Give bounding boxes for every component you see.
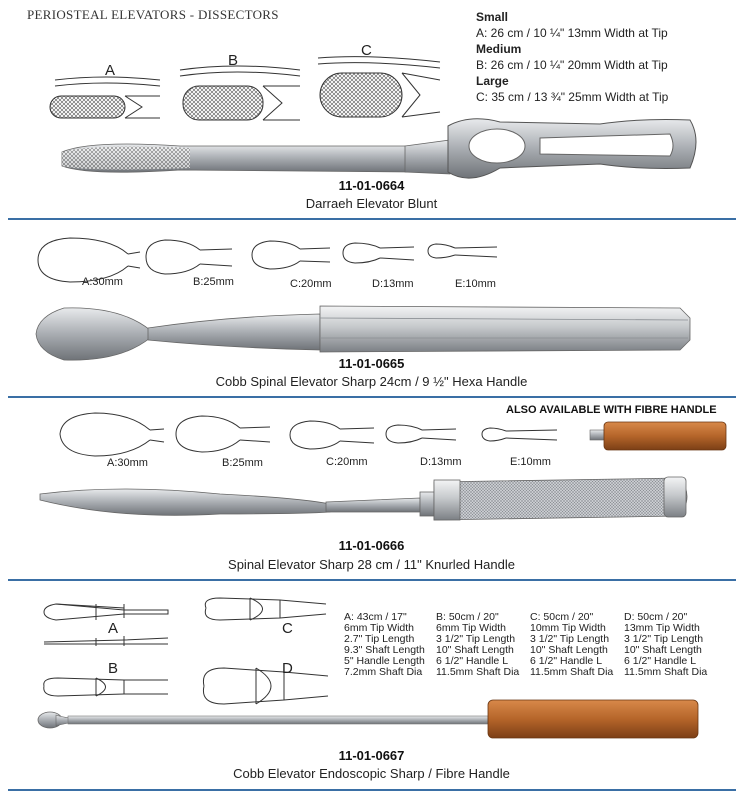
tip-size-label: B:25mm xyxy=(222,457,263,469)
variant-spec-line: 6 1/2" Handle L xyxy=(436,655,509,667)
product-name: Cobb Elevator Endoscopic Sharp / Fibre Handle xyxy=(233,766,510,781)
variant-spec-line: 10mm Tip Width xyxy=(530,622,606,634)
tip-size-label: D:13mm xyxy=(372,278,414,290)
product-code: 11-01-0664 xyxy=(338,178,405,193)
tip-size-label: E:10mm xyxy=(510,456,551,468)
tip-size-label: E:10mm xyxy=(455,278,496,290)
variant-spec-line: 3 1/2" Tip Length xyxy=(436,633,516,645)
product-code: 11-01-0665 xyxy=(338,356,405,371)
variant-spec-line: 6 1/2" Handle L xyxy=(530,655,603,667)
tip-letter: B xyxy=(228,52,239,69)
tip-letter: C xyxy=(282,620,293,637)
tip-letter: A xyxy=(108,620,119,637)
variant-spec-line: A: 43cm / 17" xyxy=(344,611,407,623)
variant-spec-line: 6mm Tip Width xyxy=(436,622,507,634)
product-code: 11-01-0666 xyxy=(338,538,405,553)
variant-spec-line: 3 1/2" Tip Length xyxy=(624,633,704,645)
product-name: Cobb Spinal Elevator Sharp 24cm / 9 ½" Hexa Handle xyxy=(215,374,528,389)
variant-spec-line: 6 1/2" Handle L xyxy=(624,655,697,667)
variant-spec-line: 11.5mm Shaft Dia xyxy=(624,666,708,678)
size-label: Large xyxy=(476,74,509,88)
variant-spec-line: D: 50cm / 20" xyxy=(624,611,688,623)
size-label: Medium xyxy=(476,42,522,56)
tip-letter: D xyxy=(282,660,293,677)
size-detail: B: 26 cm / 10 ¼" 20mm Width at Tip xyxy=(476,58,668,72)
size-detail: A: 26 cm / 10 ¼" 13mm Width at Tip xyxy=(476,26,668,40)
variant-spec-line: 10" Shaft Length xyxy=(436,644,514,656)
tip-size-label: A:30mm xyxy=(82,276,123,288)
tip-letter: C xyxy=(361,42,372,59)
variant-spec-line: 3 1/2" Tip Length xyxy=(530,633,610,645)
promo-fibre-handle: ALSO AVAILABLE WITH FIBRE HANDLE xyxy=(506,404,717,416)
size-detail: C: 35 cm / 13 ¾" 25mm Width at Tip xyxy=(476,90,669,104)
tip-size-label: A:30mm xyxy=(107,457,148,469)
catalog-title: PERIOSTEAL ELEVATORS - DISSECTORS xyxy=(27,7,279,22)
tip-size-label: B:25mm xyxy=(193,276,234,288)
tip-size-label: C:20mm xyxy=(290,278,332,290)
variant-spec-line: 5" Handle Length xyxy=(344,655,425,667)
variant-spec-line: 13mm Tip Width xyxy=(624,622,700,634)
section-divider xyxy=(8,789,736,791)
product-name: Darraeh Elevator Blunt xyxy=(305,196,438,211)
tip-letter: B xyxy=(108,660,119,677)
tip-size-label: D:13mm xyxy=(420,456,462,468)
product-code: 11-01-0667 xyxy=(338,748,405,763)
variant-spec-line: 6mm Tip Width xyxy=(344,622,415,634)
size-label: Small xyxy=(476,10,509,24)
variant-spec-line: 10" Shaft Length xyxy=(624,644,702,656)
variant-spec-line: C: 50cm / 20" xyxy=(530,611,594,623)
variant-spec-line: 10" Shaft Length xyxy=(530,644,608,656)
variant-spec-line: B: 50cm / 20" xyxy=(436,611,499,623)
variant-spec-line: 2.7" Tip Length xyxy=(344,633,415,645)
product-name: Spinal Elevator Sharp 28 cm / 11" Knurled Handle xyxy=(228,557,515,572)
variant-spec-line: 7.2mm Shaft Dia xyxy=(344,666,423,678)
variant-spec-line: 11.5mm Shaft Dia xyxy=(530,666,614,678)
tip-size-label: C:20mm xyxy=(326,456,368,468)
tip-letter: A xyxy=(105,62,116,79)
variant-spec-line: 9.3" Shaft Length xyxy=(344,644,425,656)
variant-spec-line: 11.5mm Shaft Dia xyxy=(436,666,520,678)
